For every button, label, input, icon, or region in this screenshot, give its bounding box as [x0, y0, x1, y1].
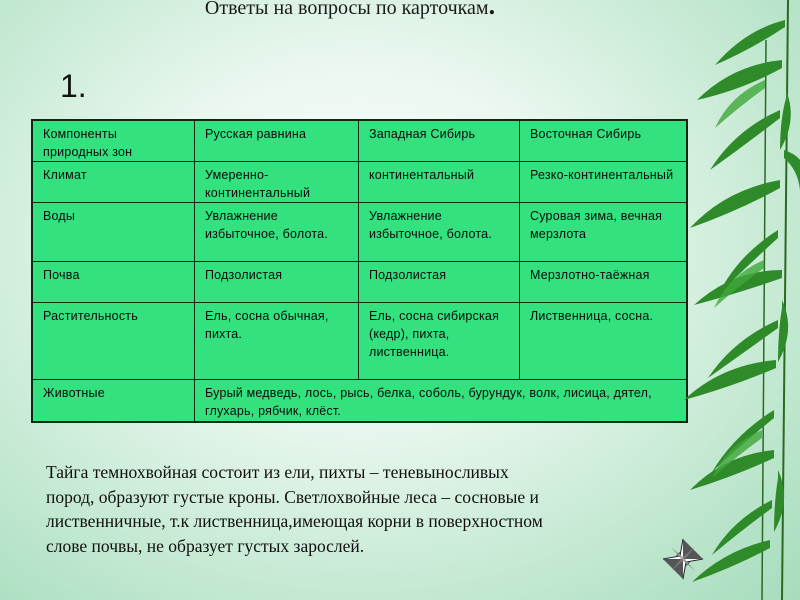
- table-row: [32, 262, 687, 303]
- table-cell: Умеренно-континентальный: [195, 162, 359, 203]
- table-row: [32, 203, 687, 262]
- table-cell: Резко-континентальный: [520, 162, 688, 203]
- table-cell: Ель, сосна сибирская (кедр), пихта, лиственница.: [359, 303, 520, 380]
- compass-star-icon: [662, 538, 704, 580]
- row-label: Растительность: [32, 303, 195, 380]
- table-cell: Ель, сосна обычная, пихта.: [195, 303, 359, 380]
- paragraph-line: лиственничные, т.к лиственница,имеющая корни в поверхностном: [46, 511, 543, 531]
- header-cell: Русская равнина: [195, 120, 359, 162]
- table-cell: Мерзлотно-таёжная: [520, 262, 688, 303]
- header-cell: Западная Сибирь: [359, 120, 520, 162]
- paragraph-line: пород, образуют густые кроны. Светлохвойные леса – сосновые и: [46, 486, 539, 507]
- table-row: [32, 162, 687, 203]
- table-cell: Подзолистая: [359, 262, 520, 303]
- table-cell: континентальный: [359, 162, 520, 203]
- table-cell: Увлажнение избыточное, болота.: [359, 203, 520, 262]
- comparison-table: [31, 119, 688, 423]
- table-row: [32, 380, 687, 422]
- bamboo-leaves-icon: [670, 0, 800, 600]
- header-cell: Компоненты природных зон: [32, 120, 195, 162]
- paragraph-line: Тайга темнохвойная состоит из ели, пихты – теневыносливых: [46, 462, 509, 482]
- table-row: [32, 303, 687, 380]
- explanation-paragraph: [46, 460, 706, 558]
- table-cell-merged: Бурый медведь, лось, рысь, белка, соболь, бурундук, волк, лисица, дятел, глухарь, рябчик, клёст.: [195, 380, 688, 422]
- paragraph-line: слове почвы, не образует густых зарослей.: [46, 535, 365, 556]
- row-label: Климат: [32, 162, 195, 203]
- slide-heading: Ответы на вопросы по карточкам.: [204, 0, 496, 20]
- table-cell: Подзолистая: [195, 262, 359, 303]
- header-cell: Восточная Сибирь: [520, 120, 688, 162]
- table-cell: Суровая зима, вечная мерзлота: [520, 203, 688, 262]
- table-cell: Лиственница, сосна.: [520, 303, 688, 380]
- slide-number: 1.: [60, 68, 87, 104]
- table-cell: Увлажнение избыточное, болота.: [195, 203, 359, 262]
- table-header-row: [32, 120, 687, 162]
- row-label: Животные: [32, 380, 195, 422]
- row-label: Воды: [32, 203, 195, 262]
- row-label: Почва: [32, 262, 195, 303]
